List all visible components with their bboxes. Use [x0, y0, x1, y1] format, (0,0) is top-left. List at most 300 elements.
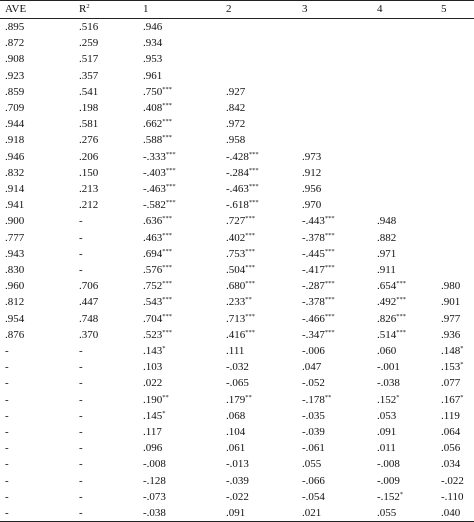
cell-col-1 [138, 294, 221, 310]
significance-marker: *** [248, 150, 259, 158]
table-row [0, 84, 474, 100]
cell-col-1 [138, 116, 221, 132]
table-row [0, 473, 474, 489]
cell-col-4: .053 [377, 409, 397, 422]
cell-r2: .276 [79, 134, 99, 147]
significance-marker: *** [165, 150, 176, 158]
cell-col-3: .973 [302, 150, 322, 163]
cell-col-1: .934 [143, 37, 163, 50]
cell-r2: .259 [79, 37, 99, 50]
cell-col-3: -.066 [302, 474, 325, 487]
cell-value: .662 [143, 118, 163, 131]
cell-col-3 [297, 116, 372, 132]
significance-marker: *** [162, 296, 172, 304]
cell-r2: .581 [79, 118, 99, 131]
cell-col-2: -.032 [226, 361, 249, 374]
significance-marker: *** [324, 231, 335, 239]
cell-col-3: .912 [302, 166, 322, 179]
cell-value: .145 [143, 409, 163, 422]
cell-col-5 [436, 262, 474, 278]
cell-col-3 [297, 246, 372, 262]
cell-col-5: .056 [441, 442, 461, 455]
cell-col-1 [138, 84, 221, 100]
cell-col-4 [372, 116, 436, 132]
table-row [0, 311, 474, 327]
cell-ave: - [0, 505, 74, 522]
cell-col-4 [372, 181, 436, 197]
table-row [0, 149, 474, 165]
cell-value: .727 [226, 215, 246, 228]
table-row [0, 51, 474, 67]
table-row [0, 181, 474, 197]
cell-col-1: .946 [143, 21, 163, 33]
table-row [0, 19, 474, 36]
cell-col-5: .936 [441, 328, 461, 341]
cell-value: .636 [143, 215, 163, 228]
cell-r2: .198 [79, 102, 99, 115]
cell-col-5 [436, 19, 474, 36]
cell-col-1 [138, 278, 221, 294]
cell-ave: .876 [5, 328, 25, 341]
significance-marker: *** [165, 199, 176, 207]
significance-marker: *** [245, 231, 255, 239]
cell-col-2: .111 [226, 345, 245, 358]
table-row [0, 440, 474, 456]
significance-marker: *** [324, 264, 335, 272]
cell-value: .752 [143, 280, 163, 293]
cell-value: .753 [226, 247, 246, 260]
table-row [0, 100, 474, 116]
cell-r2: - [79, 215, 83, 228]
significance-marker: * [162, 345, 166, 353]
cell-col-2 [221, 165, 297, 181]
cell-col-1 [138, 132, 221, 148]
cell-col-3: .021 [297, 505, 372, 522]
cell-col-2: .927 [226, 85, 246, 98]
significance-marker: *** [162, 280, 172, 288]
cell-col-1 [138, 408, 221, 424]
cell-col-1 [138, 262, 221, 278]
table-body [0, 19, 474, 522]
cell-col-5 [436, 35, 474, 51]
significance-marker: *** [396, 280, 406, 288]
cell-col-5: .119 [441, 409, 460, 422]
cell-col-4: .882 [377, 231, 397, 244]
significance-marker: *** [162, 247, 172, 255]
cell-col-3: -.061 [302, 442, 325, 455]
cell-ave: .923 [5, 69, 25, 82]
cell-ave: .777 [5, 231, 25, 244]
cell-col-1: .117 [143, 426, 162, 439]
cell-col-5: .040 [436, 505, 474, 522]
cell-col-3: .956 [302, 183, 322, 196]
header-r2 [74, 1, 138, 19]
cell-value: .148 [441, 345, 461, 358]
cell-col-1: -.073 [143, 490, 166, 503]
header-r2-base: R [79, 3, 87, 15]
significance-marker: *** [162, 118, 172, 126]
cell-col-1 [138, 213, 221, 229]
cell-value: -.582 [143, 199, 166, 212]
table-row [0, 424, 474, 440]
cell-col-2: .068 [226, 409, 246, 422]
significance-marker: *** [245, 264, 255, 272]
table-row [0, 262, 474, 278]
cell-col-2 [221, 278, 297, 294]
cell-ave: .918 [5, 134, 25, 147]
cell-col-4: -.009 [377, 474, 400, 487]
cell-value: .694 [143, 247, 163, 260]
cell-col-3: -.006 [302, 345, 325, 358]
cell-ave: .709 [5, 102, 25, 115]
cell-r2: .150 [79, 166, 99, 179]
table-row [0, 327, 474, 343]
cell-ave: .859 [5, 85, 25, 98]
cell-ave: - [5, 377, 9, 390]
cell-col-1 [138, 392, 221, 408]
cell-value: -.284 [226, 166, 249, 179]
cell-col-2: .842 [226, 102, 246, 115]
cell-col-3: -.035 [302, 409, 325, 422]
cell-value: .408 [143, 102, 163, 115]
cell-value: -.618 [226, 199, 249, 212]
cell-ave: - [5, 345, 9, 358]
cell-col-2: -.065 [226, 377, 249, 390]
table-row [0, 489, 474, 505]
cell-value: .704 [143, 312, 163, 325]
cell-col-3 [297, 311, 372, 327]
cell-value: -.428 [226, 150, 249, 163]
significance-marker: *** [162, 264, 172, 272]
cell-r2: .447 [79, 296, 99, 309]
cell-ave: .954 [5, 312, 25, 325]
cell-value: -.152 [377, 490, 400, 503]
cell-col-3 [297, 294, 372, 310]
table-row [0, 408, 474, 424]
cell-col-4 [372, 149, 436, 165]
cell-value: .588 [143, 134, 163, 147]
cell-col-4 [372, 327, 436, 343]
table-row [0, 456, 474, 472]
significance-marker: *** [162, 215, 172, 223]
cell-col-4 [372, 84, 436, 100]
cell-col-4: .060 [377, 345, 397, 358]
cell-value: .143 [143, 345, 163, 358]
cell-col-5 [436, 132, 474, 148]
cell-col-1: .103 [143, 361, 163, 374]
header-col-1: 1 [138, 1, 221, 19]
cell-col-5 [436, 213, 474, 229]
cell-col-4: .011 [377, 442, 396, 455]
cell-col-3: -.039 [302, 426, 325, 439]
significance-marker: * [399, 490, 404, 498]
cell-col-1: -.008 [143, 458, 166, 471]
cell-col-4 [372, 100, 436, 116]
cell-col-5: .980 [441, 280, 461, 293]
cell-col-5 [436, 343, 474, 359]
cell-value: .233 [226, 296, 246, 309]
cell-col-5 [436, 197, 474, 213]
cell-col-4: .055 [372, 505, 436, 522]
cell-col-5 [436, 392, 474, 408]
cell-col-1 [138, 197, 221, 213]
cell-col-5 [436, 100, 474, 116]
cell-r2: - [79, 264, 83, 277]
cell-col-4 [372, 197, 436, 213]
cell-col-1 [138, 149, 221, 165]
cell-col-3: .970 [302, 199, 322, 212]
cell-col-3 [297, 35, 372, 51]
header-r2-superscript: 2 [86, 3, 90, 10]
cell-ave: .895 [5, 21, 25, 33]
cell-col-2: -.022 [226, 490, 249, 503]
cell-col-4 [372, 278, 436, 294]
table-row [0, 392, 474, 408]
cell-value: .463 [143, 231, 163, 244]
significance-marker: ** [324, 393, 332, 401]
cell-col-2: .958 [226, 134, 246, 147]
cell-r2: .706 [79, 280, 99, 293]
cell-col-3 [297, 51, 372, 67]
cell-r2: - [79, 247, 83, 260]
significance-marker: *** [324, 247, 335, 255]
significance-marker: ** [162, 393, 169, 401]
cell-value: .750 [143, 85, 163, 98]
cell-col-2 [221, 181, 297, 197]
cell-r2: .517 [79, 53, 99, 66]
cell-ave: .872 [5, 37, 25, 50]
significance-marker: *** [162, 312, 172, 320]
cell-value: -.178 [302, 393, 325, 406]
significance-marker: *** [245, 328, 255, 336]
header-col-3: 3 [297, 1, 372, 19]
cell-col-3 [297, 262, 372, 278]
cell-col-4 [372, 165, 436, 181]
table-row [0, 359, 474, 375]
significance-marker: *** [165, 183, 176, 191]
cell-col-4: -.001 [377, 361, 400, 374]
table-row [0, 68, 474, 84]
header-ave: AVE [0, 1, 74, 19]
cell-col-3: -.054 [302, 490, 325, 503]
cell-ave: .832 [5, 166, 25, 179]
cell-r2: - [74, 505, 138, 522]
cell-col-1 [138, 343, 221, 359]
cell-value: -.378 [302, 296, 325, 309]
cell-col-2 [221, 68, 297, 84]
cell-col-5 [436, 181, 474, 197]
cell-col-5 [436, 84, 474, 100]
cell-col-5: .034 [441, 458, 461, 471]
cell-r2: .748 [79, 312, 99, 325]
cell-col-5: -.022 [441, 474, 464, 487]
cell-value: .576 [143, 264, 163, 277]
significance-marker: *** [245, 247, 255, 255]
cell-col-2 [221, 213, 297, 229]
table-header [0, 1, 474, 19]
significance-marker: *** [396, 312, 406, 320]
cell-value: -.403 [143, 166, 166, 179]
cell-ave: - [5, 393, 9, 406]
cell-col-5: -.110 [441, 490, 464, 503]
cell-col-3 [297, 132, 372, 148]
cell-col-3 [297, 213, 372, 229]
table-row [0, 213, 474, 229]
cell-col-1 [138, 246, 221, 262]
cell-value: .826 [377, 312, 397, 325]
cell-ave: - [5, 490, 9, 503]
cell-col-2 [221, 19, 297, 36]
cell-col-5: .077 [441, 377, 461, 390]
table-row [0, 375, 474, 391]
cell-col-4: -.008 [377, 458, 400, 471]
significance-marker: ** [245, 296, 252, 304]
cell-col-4: .948 [377, 215, 397, 228]
header-col-5: 5 [436, 1, 474, 19]
cell-col-2 [221, 294, 297, 310]
significance-marker: *** [248, 199, 259, 207]
cell-col-3: .047 [302, 361, 322, 374]
cell-col-1 [138, 311, 221, 327]
cell-col-4 [372, 132, 436, 148]
cell-r2: - [79, 442, 83, 455]
cell-value: .543 [143, 296, 163, 309]
cell-col-5 [436, 116, 474, 132]
cell-r2: - [79, 409, 83, 422]
cell-r2: .212 [79, 199, 99, 212]
cell-col-5 [436, 230, 474, 246]
significance-marker: ** [245, 393, 252, 401]
cell-col-2: -.013 [226, 458, 249, 471]
cell-value: .190 [143, 393, 163, 406]
cell-col-3: .055 [302, 458, 322, 471]
cell-col-3 [297, 84, 372, 100]
cell-value: -.445 [302, 247, 325, 260]
cell-value: .680 [226, 280, 246, 293]
cell-ave: .946 [5, 150, 25, 163]
cell-col-1: .096 [143, 442, 163, 455]
cell-ave: - [5, 409, 9, 422]
cell-value: -.463 [143, 183, 166, 196]
cell-col-1: -.038 [138, 505, 221, 522]
table-row [0, 343, 474, 359]
significance-marker: * [460, 345, 464, 353]
cell-r2: - [79, 393, 83, 406]
cell-col-2 [221, 262, 297, 278]
cell-col-2 [221, 197, 297, 213]
cell-ave: .900 [5, 215, 25, 228]
cell-col-3 [297, 278, 372, 294]
cell-col-1 [138, 181, 221, 197]
cell-ave: .812 [5, 296, 25, 309]
cell-col-2 [221, 35, 297, 51]
cell-ave: - [5, 361, 9, 374]
table-row [0, 294, 474, 310]
significance-marker: * [162, 409, 166, 417]
cell-value: -.347 [302, 328, 325, 341]
cell-r2: - [79, 490, 83, 503]
cell-col-4 [372, 294, 436, 310]
cell-value: .654 [377, 280, 397, 293]
cell-r2: - [79, 474, 83, 487]
cell-col-2 [221, 230, 297, 246]
cell-col-4 [372, 68, 436, 84]
cell-col-5: .901 [441, 296, 461, 309]
cell-col-5 [436, 68, 474, 84]
cell-value: .153 [441, 361, 461, 374]
significance-marker: *** [162, 134, 172, 142]
cell-ave: - [5, 442, 9, 455]
cell-value: -.463 [226, 183, 249, 196]
cell-value: .504 [226, 264, 246, 277]
table-row [0, 116, 474, 132]
cell-col-5 [436, 165, 474, 181]
table-row [0, 197, 474, 213]
cell-col-4: .091 [377, 426, 397, 439]
cell-col-2: -.039 [226, 474, 249, 487]
cell-col-3 [297, 100, 372, 116]
cell-ave: .941 [5, 199, 25, 212]
table-row [0, 246, 474, 262]
cell-value: -.333 [143, 150, 166, 163]
cell-col-4 [372, 19, 436, 36]
cell-r2: - [79, 426, 83, 439]
cell-value: .416 [226, 328, 246, 341]
cell-ave: .944 [5, 118, 25, 131]
significance-marker: *** [248, 166, 259, 174]
significance-marker: *** [324, 215, 335, 223]
cell-value: .514 [377, 328, 397, 341]
cell-col-1 [138, 100, 221, 116]
cell-ave: .908 [5, 53, 25, 66]
cell-value: .523 [143, 328, 163, 341]
cell-col-1: .022 [143, 377, 163, 390]
cell-r2: .206 [79, 150, 99, 163]
cell-col-3 [297, 19, 372, 36]
cell-value: .492 [377, 296, 397, 309]
significance-marker: *** [162, 328, 172, 336]
cell-ave: .914 [5, 183, 25, 196]
cell-col-2: .104 [226, 426, 246, 439]
cell-r2: - [79, 377, 83, 390]
cell-ave: - [5, 458, 9, 471]
cell-col-5: .977 [441, 312, 461, 325]
cell-col-3: -.052 [302, 377, 325, 390]
cell-col-2 [221, 149, 297, 165]
cell-col-3 [297, 68, 372, 84]
cell-value: .402 [226, 231, 246, 244]
cell-value: -.466 [302, 312, 325, 325]
cell-col-2 [221, 311, 297, 327]
cell-value: -.443 [302, 215, 325, 228]
cell-col-3 [297, 230, 372, 246]
significance-marker: *** [248, 183, 259, 191]
table-row [0, 165, 474, 181]
cell-col-1: .961 [143, 69, 163, 82]
significance-marker: *** [162, 231, 172, 239]
table-row [0, 278, 474, 294]
table-row [0, 132, 474, 148]
cell-value: .179 [226, 393, 246, 406]
cell-ave: - [5, 426, 9, 439]
cell-col-3 [297, 392, 372, 408]
significance-marker: *** [324, 296, 335, 304]
cell-col-1 [138, 165, 221, 181]
cell-r2: .541 [79, 85, 99, 98]
cell-col-4: -.038 [377, 377, 400, 390]
cell-value: -.287 [302, 280, 325, 293]
table-row [0, 35, 474, 51]
